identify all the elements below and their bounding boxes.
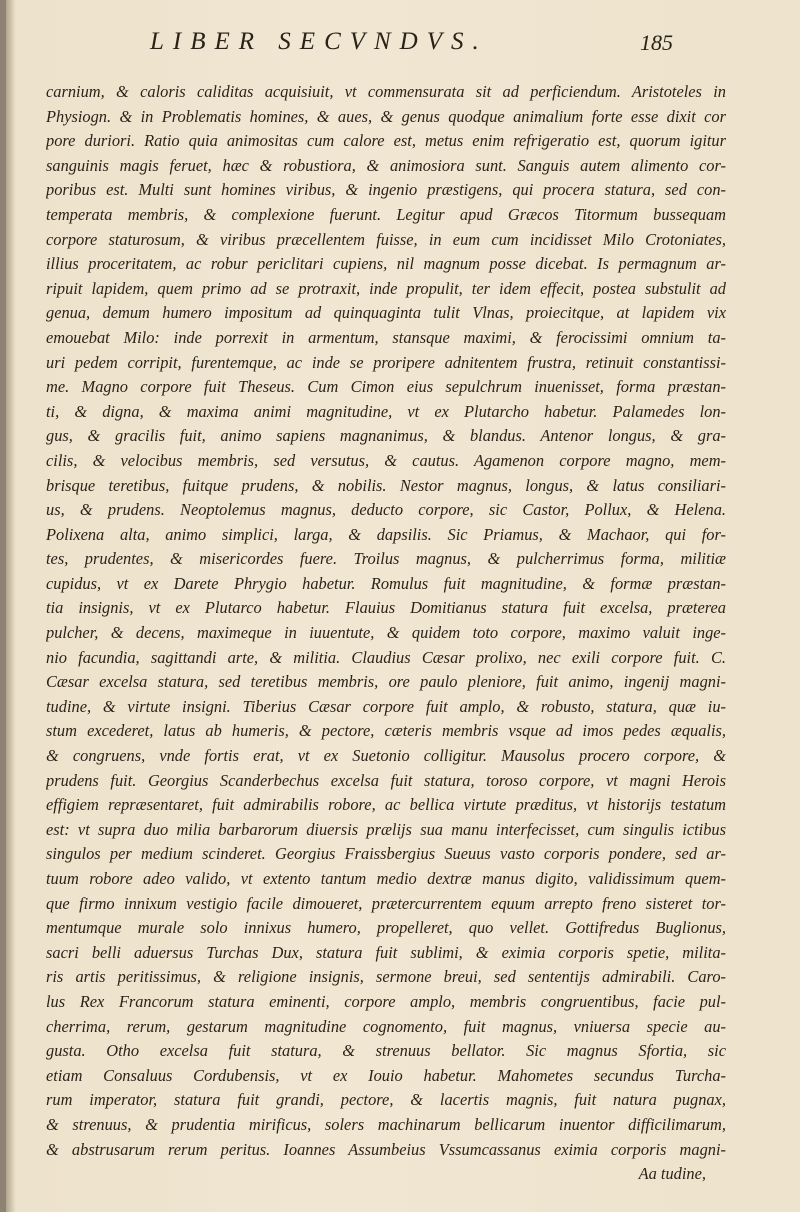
text-line: ripuit lapidem, quem primo ad se protraxit, inde propulit, ter idem effecit, postea substulit ad bbox=[46, 278, 726, 298]
text-line: mentumque murale solo innixus humero, propelleret, quo vellet. Gottifredus Buglionus, bbox=[46, 918, 726, 938]
text-line: singulos per medium scinderet. Georgius Fraissbergius Sueuus vasto corporis pondere, sed ar- bbox=[46, 844, 726, 864]
text-line: ti, & digna, & maxima animi magnitudine, vt ex Plutarcho habetur. Palamedes lon- bbox=[46, 401, 726, 421]
text-line: prudens fuit. Georgius Scanderbechus excelsa fuit statura, toroso corpore, vt magni Herois bbox=[46, 770, 726, 790]
text-line: sacri belli aduersus Turchas Dux, statura fuit sublimi, & eximia corporis spetie, milita- bbox=[46, 942, 726, 962]
text-line: stum excederet, latus ab humeris, & pectore, cæteris membris vsque ad imos pedes æqualis, bbox=[46, 721, 726, 741]
text-line: tuum robore adeo valido, vt extento tantum medio dextræ manus digito, validissimum quem- bbox=[46, 869, 726, 888]
text-line: gus, & gracilis fuit, animo sapiens magnanimus, & blandus. Antenor longus, & gra- bbox=[46, 426, 726, 446]
text-line: carnium, & caloris caliditas acquisiuit, vt commensurata sit ad perficiendum. Aristoteles in bbox=[46, 82, 726, 101]
catchword-line: Aa tudine, bbox=[638, 1164, 706, 1184]
text-line: sanguinis magis feruet, hæc & robustiora, & animosiora sunt. Sanguis autem alimento cor- bbox=[46, 155, 726, 175]
text-line: corpore staturosum, & viribus præcellentem fuisse, in eum cum incidisset Milo Crotoniates, bbox=[46, 229, 726, 249]
text-line: gusta. Otho excelsa fuit statura, & strenuus bellator. Sic magnus Sfortia, sic bbox=[46, 1041, 726, 1061]
page-number: 185 bbox=[640, 30, 673, 55]
text-line: & strenuus, & prudentia mirificus, solers machinarum bellicarum inuentor difficilimarum, bbox=[46, 1114, 726, 1134]
text-line: & congruens, vnde fortis erat, vt ex Suetonio colligitur. Mausolus procero corpore, & bbox=[46, 746, 726, 766]
text-line: temperata membris, & complexione fuerunt. Legitur apud Græcos Titormum bussequam bbox=[46, 204, 726, 224]
text-line: brisque teretibus, fuitque prudens, & nobilis. Nestor magnus, longus, & latus consiliari- bbox=[46, 475, 726, 495]
text-line: Cæsar excelsa statura, sed teretibus membris, ore paulo pleniore, fuit animo, ingenij magni- bbox=[46, 672, 726, 692]
text-line: Polixena alta, animo simplici, larga, & dapsilis. Sic Priamus, & Machaor, qui for- bbox=[46, 524, 726, 544]
text-line: genua, demum humero impositum ad quinquaginta tulit Vlnas, proiecitque, at lapidem vix bbox=[46, 303, 726, 323]
text-line: uri pedem corripit, furentemque, ac inde se proripere adnitentem frustra, retinuit constantissi- bbox=[46, 352, 726, 372]
text-line: poribus est. Multi sunt homines viribus, & ingenio præstigens, qui procera statura, sed con- bbox=[46, 180, 726, 200]
text-line: ris artis peritissimus, & religione insignis, sermone breui, sed sententijs admirabili. Caro- bbox=[46, 967, 726, 987]
running-head: LIBER SECVNDVS. bbox=[150, 28, 488, 55]
text-line: us, & prudens. Neoptolemus magnus, deducto corpore, sic Castor, Pollux, & Helena. bbox=[46, 500, 726, 520]
text-line: cupidus, vt ex Darete Phrygio habetur. Romulus fuit magnitudine, & formæ præstan- bbox=[46, 573, 726, 593]
text-line: lus Rex Francorum statura eminenti, corpore amplo, membris congruentibus, facie pul- bbox=[46, 991, 726, 1011]
text-line: etiam Consaluus Cordubensis, vt ex Iouio habetur. Mahometes secundus Turcha- bbox=[46, 1065, 726, 1085]
text-line: rum imperator, statura fuit grandi, pectore, & lacertis magnis, fuit natura pugnax, bbox=[46, 1090, 726, 1110]
text-line: tia insignis, vt ex Plutarco habetur. Flauius Domitianus statura fuit excelsa, præterea bbox=[46, 598, 726, 618]
text-line: illius proceritatem, ac robur periclitari cupiens, nil magnum posse dicebat. Is permagnum ar- bbox=[46, 254, 726, 274]
text-line: tes, prudentes, & misericordes fuere. Troilus magnus, & pulcherrimus forma, militiæ bbox=[46, 549, 726, 569]
gutter-shadow bbox=[6, 0, 16, 1212]
text-line: Physiogn. & in Problematis homines, & aues, & genus quodque animalium forte esse dixit cor bbox=[46, 106, 726, 126]
text-line: nio facundia, sagittandi arte, & militia. Claudius Cæsar prolixo, nec exili corpore fuit. C. bbox=[46, 647, 726, 667]
text-line: est: vt supra duo milia barbarorum diuersis prælijs sua manu interfecisset, cum singulis ictibus bbox=[46, 819, 726, 839]
text-body bbox=[46, 80, 726, 1187]
text-line: cilis, & velocibus membris, sed versutus, & cautus. Agamenon corpore magno, mem- bbox=[46, 450, 726, 470]
text-line: tudine, & virtute insigni. Tiberius Cæsar corpore fuit amplo, & robusto, statura, quæ iu- bbox=[46, 696, 726, 716]
text-line: & abstrusarum rerum peritus. Ioannes Assumbeius Vssumcassanus eximia corporis magni- bbox=[46, 1139, 726, 1159]
text-line: que firmo innixum vestigio facile dimoueret, prætercurrentem equum arrepto freno sisteret tor- bbox=[46, 893, 726, 913]
text-line: pulcher, & decens, maximeque in iuuentute, & quidem toto corpore, maximo valuit inge- bbox=[46, 623, 726, 643]
text-line: effigiem repræsentaret, fuit admirabilis robore, ac bellica virtute præditus, vt historijs testatum bbox=[46, 795, 726, 815]
text-line: cherrima, rerum, gestarum magnitudine cognomento, fuit magnus, vniuersa specie au- bbox=[46, 1016, 726, 1036]
text-line: me. Magno corpore fuit Theseus. Cum Cimon eius sepulchrum inuenisset, forma præstan- bbox=[46, 377, 726, 397]
text-line: pore duriori. Ratio quia animositas cum calore est, metus enim refrigeratio est, quorum igitur bbox=[46, 131, 726, 151]
text-line: emouebat Milo: inde porrexit in armentum, stansque maximi, & ferocissimi omnium ta- bbox=[46, 327, 726, 347]
